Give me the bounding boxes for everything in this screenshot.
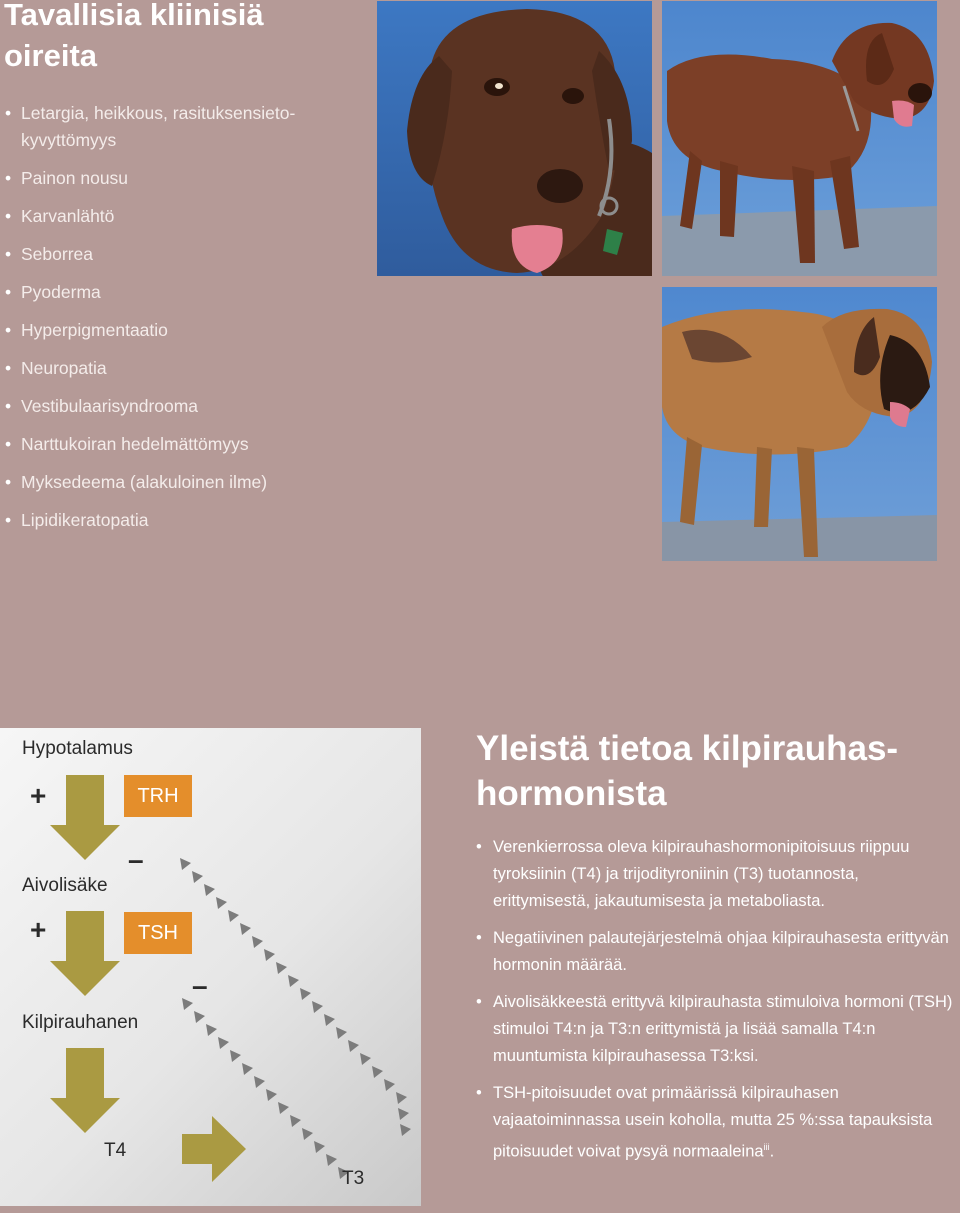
symptom-item: • Hyperpigmentaatio xyxy=(4,317,364,344)
info-item-end: . xyxy=(769,1142,775,1161)
hormone-feedback-diagram xyxy=(0,728,421,1206)
symptom-item: • Neuropatia xyxy=(4,355,364,382)
arrow-thyroid-t4 xyxy=(50,1048,120,1133)
minus-sign: – xyxy=(128,844,144,875)
symptom-item: • Seborrea xyxy=(4,241,364,268)
info-title: Yleistä tietoa kilpirauhas-hormonista xyxy=(476,729,899,813)
thyroid-label: Kilpirauhanen xyxy=(22,1012,139,1033)
symptom-item: • Vestibulaarisyndrooma xyxy=(4,393,364,420)
info-list xyxy=(476,834,954,1176)
symptom-item: • Karvanlähtö xyxy=(4,203,364,230)
symptom-item: • Letargia, heikkous, rasituksensieto-kyvyttömyys xyxy=(4,100,364,154)
dog-face-photo xyxy=(377,1,652,276)
reference-marker: iii xyxy=(763,1142,770,1152)
info-item-text: TSH-pitoisuudet ovat primäärissä kilpirauhasen vajaatoiminnassa usein koholla, mutta 25 %:ssa tapauksista pitoisuudet voivat pysyä normaaleina xyxy=(493,1084,933,1161)
t4-label: T4 xyxy=(104,1140,127,1161)
symptom-item: • Myksedeema (alakuloinen ilme) xyxy=(4,469,364,496)
symptom-list xyxy=(4,100,364,545)
plus-sign: + xyxy=(30,914,47,945)
info-item xyxy=(476,1080,954,1166)
diagram-graphics xyxy=(0,728,421,1206)
plus-sign: + xyxy=(30,780,47,811)
info-item: • Aivolisäkkeestä erittyvä kilpirauhasta stimuloiva hormoni (TSH) stimuloi T4:n ja T3:n erittymistä ja lisää samalla T4:n muuntumista kilpirauhasessa T3:ksi. xyxy=(476,989,954,1070)
info-item: • Negatiivinen palautejärjestelmä ohjaa kilpirauhasesta erittyvän hormonin määrää. xyxy=(476,925,954,979)
symptom-item: • Painon nousu xyxy=(4,165,364,192)
symptoms-title: Tavallisia kliinisiä oireita xyxy=(4,0,264,73)
t3-label: T3 xyxy=(342,1168,365,1189)
hypothalamus-label: Hypotalamus xyxy=(22,738,133,759)
arrow-hypothalamus-pituitary xyxy=(50,775,120,860)
symptom-item: • Pyoderma xyxy=(4,279,364,306)
pituitary-label: Aivolisäke xyxy=(22,875,108,896)
trh-box: TRH xyxy=(124,775,192,817)
arrow-t4-t3 xyxy=(182,1116,246,1182)
dog-tan-photo xyxy=(662,287,937,561)
dog-standing-photo xyxy=(662,1,937,276)
minus-sign: – xyxy=(192,970,208,1001)
feedback-line-1 xyxy=(180,858,411,1136)
symptom-item: • Narttukoiran hedelmättömyys xyxy=(4,431,364,458)
symptom-item: • Lipidikeratopatia xyxy=(4,507,364,534)
tsh-box: TSH xyxy=(124,912,192,954)
info-item: • Verenkierrossa oleva kilpirauhashormonipitoisuus riippuu tyroksiinin (T4) ja trijodityroniinin (T3) tuotannosta, erittymisestä, jakautumisesta ja metaboliasta. xyxy=(476,834,954,915)
arrow-pituitary-thyroid xyxy=(50,911,120,996)
